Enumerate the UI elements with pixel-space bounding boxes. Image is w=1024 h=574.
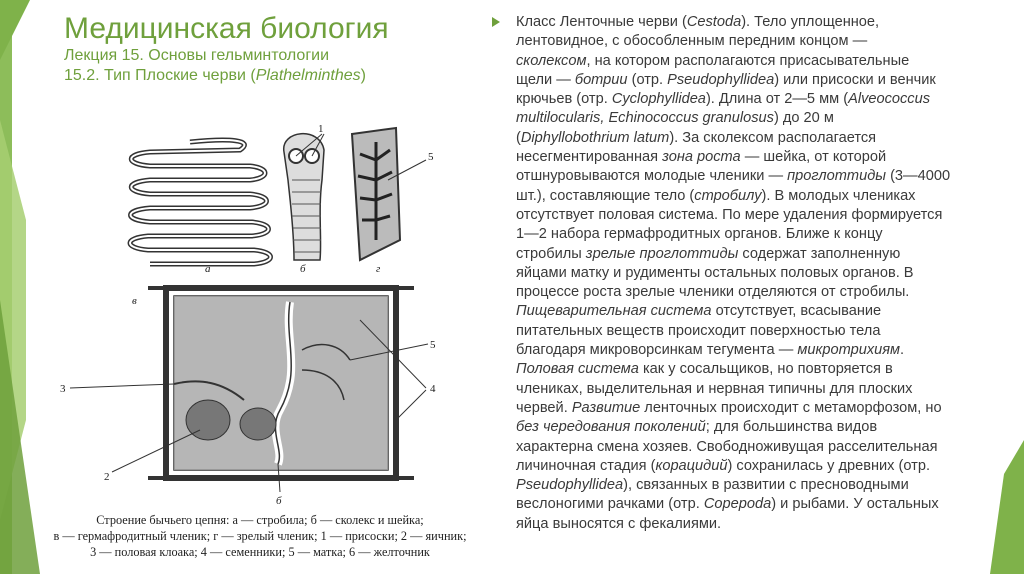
body-line bbox=[516, 322, 1016, 341]
body-text-segment: Diphyllobothrium latum bbox=[520, 129, 670, 146]
body-text-segment: ). За сколексом располагается bbox=[669, 129, 877, 146]
body-line bbox=[516, 264, 1016, 283]
body-text-segment: микротрихиям bbox=[797, 342, 901, 359]
course-title: Медицинская биология bbox=[64, 12, 389, 45]
body-text-segment: несегментированная bbox=[516, 149, 663, 166]
label-4: 4 bbox=[430, 383, 436, 395]
slide-title bbox=[64, 12, 484, 86]
label-5b: 5 bbox=[430, 339, 436, 351]
figure-caption bbox=[20, 512, 500, 560]
body-text-segment: ; для большинства видов bbox=[705, 419, 878, 436]
label-3: 3 bbox=[60, 383, 66, 395]
tapeworm-figure bbox=[40, 120, 510, 574]
body-text-segment: крючьев (отр. bbox=[516, 91, 612, 108]
body-line bbox=[516, 167, 1016, 186]
body-text-segment: зрелые проглоттиды bbox=[585, 245, 739, 262]
body-text-segment: отшнуровываются молодые членики — bbox=[516, 168, 788, 185]
lecture-title: Лекция 15. Основы гельминтологии bbox=[64, 47, 330, 64]
label-6: б bbox=[276, 495, 282, 507]
bullet-icon bbox=[492, 17, 500, 27]
body-text-segment: отсутствует половая система. По мере удаления формируется bbox=[516, 206, 943, 223]
strobila-drawing bbox=[130, 140, 271, 264]
body-text-segment: содержат заполненную bbox=[738, 245, 901, 262]
body-text-segment: веслоногими рачками (отр. bbox=[516, 496, 704, 513]
body-text-segment: Alveococcus bbox=[848, 91, 931, 108]
body-text-segment: щели — bbox=[516, 71, 575, 88]
body-text-segment: как у сосальщиков, но повторяется в bbox=[638, 361, 893, 378]
body-line bbox=[516, 457, 1016, 476]
body-text-segment: шт.), составляющие тело ( bbox=[516, 187, 695, 204]
body-text-segment: сколексом bbox=[516, 52, 587, 69]
body-text-segment: питательных веществ происходит поверхностью тела bbox=[516, 322, 881, 339]
body-text-segment: ) или присоски и венчик bbox=[774, 71, 936, 88]
body-line bbox=[516, 399, 1016, 418]
body-line bbox=[516, 360, 1016, 379]
body-text-segment: , на котором располагаются присасывательные bbox=[586, 52, 910, 69]
body-text-segment: корацидий bbox=[655, 457, 728, 474]
body-text-segment: Половая система bbox=[516, 361, 639, 378]
body-text-segment: Развитие bbox=[571, 399, 641, 416]
body-text-segment: характерна смена хозяев. Свободноживущая расселительная bbox=[516, 438, 938, 455]
body-text-segment: личиночная стадия ( bbox=[516, 457, 656, 474]
body-text-segment: ). Длина от 2—5 мм ( bbox=[705, 91, 849, 108]
body-line bbox=[516, 225, 1016, 244]
body-line bbox=[516, 495, 1016, 514]
caption-line: в — гермафродитный членик; г — зрелый членик; 1 — присоски; 2 — яичник; bbox=[53, 529, 467, 543]
body-text-segment: ( bbox=[516, 129, 521, 146]
body-text-segment: Cestoda bbox=[686, 14, 742, 30]
body-text-segment: ботрии bbox=[574, 71, 628, 88]
caption-line: 3 — половая клоака; 4 — семенники; 5 — матка; 6 — желточник bbox=[90, 545, 430, 559]
body-line bbox=[516, 476, 1016, 495]
label-a: а bbox=[205, 263, 211, 275]
label-2: 2 bbox=[104, 471, 110, 483]
mature-proglottid-drawing bbox=[352, 128, 426, 260]
body-text-segment: multilocularis, Echinococcus granulosus bbox=[516, 110, 774, 127]
body-line bbox=[516, 52, 1016, 71]
body-text-segment: ). В молодых члениках bbox=[761, 187, 916, 204]
body-text-segment: Copepoda bbox=[703, 496, 772, 513]
body-line bbox=[516, 283, 1016, 302]
body-text-segment: яйца выносятся с фекалиями. bbox=[516, 515, 722, 532]
body-text-segment: ), связанных в развитии с пресноводными bbox=[623, 477, 909, 494]
body-text-segment: ). Тело уплощенное, bbox=[741, 14, 880, 30]
label-v: в bbox=[132, 295, 137, 307]
body-text-segment: без чередования поколений bbox=[516, 419, 706, 436]
body-line bbox=[516, 13, 1016, 32]
body-text-segment: (отр. bbox=[627, 71, 668, 88]
body-line bbox=[516, 109, 1016, 128]
body-line bbox=[516, 380, 1016, 399]
body-text-segment: Cyclophyllidea bbox=[611, 91, 706, 108]
label-1: 1 bbox=[318, 123, 324, 135]
body-line bbox=[516, 418, 1016, 437]
body-line bbox=[516, 245, 1016, 264]
body-line bbox=[516, 515, 1016, 534]
body-line bbox=[516, 206, 1016, 225]
body-text-segment: — шейка, от которой bbox=[740, 149, 887, 166]
body-text-segment: (3—4000 bbox=[886, 168, 951, 185]
body-text-segment: ) до 20 м bbox=[773, 110, 834, 127]
body-text-segment: . bbox=[900, 342, 905, 359]
body-text-segment: стробилу bbox=[694, 187, 762, 204]
body-text-segment: проглоттиды bbox=[787, 168, 887, 185]
body-text-segment: члениках, выделительная и нервная типичны для плоских bbox=[516, 380, 913, 397]
body-text-segment: яйцами матку и рудименты остальных половых органов. В bbox=[516, 264, 914, 281]
body-line bbox=[516, 302, 1016, 321]
body-text-segment: ) и рыбами. У остальных bbox=[771, 496, 939, 513]
body-text-segment: зона роста bbox=[662, 149, 741, 166]
body-text-segment: Пищеварительная система bbox=[516, 303, 712, 320]
body-line bbox=[516, 341, 1016, 360]
section-title: 15.2. Тип Плоские черви (Plathelminthes) bbox=[64, 67, 366, 84]
body-line bbox=[516, 71, 1016, 90]
caption-line: Строение бычьего цепня: а — стробила; б — сколекс и шейка; bbox=[96, 513, 424, 527]
body-text-segment: ленточных происходит с метаморфозом, но bbox=[640, 399, 942, 416]
body-text-segment: червей. bbox=[516, 399, 572, 416]
body-line bbox=[516, 187, 1016, 206]
body-text-segment: Pseudophyllidea bbox=[516, 477, 624, 494]
body-text-segment: лентовидное, с обособленным передним концом — bbox=[516, 33, 868, 50]
body-text-segment: ) сохранилась у древних (отр. bbox=[727, 457, 931, 474]
body-text-segment: стробилы bbox=[516, 245, 586, 262]
label-b: б bbox=[300, 263, 306, 275]
body-line bbox=[516, 438, 1016, 457]
body-text-segment: отсутствует, всасывание bbox=[711, 303, 882, 320]
label-g: г bbox=[376, 263, 381, 275]
hermaphroditic-proglottid-drawing bbox=[70, 288, 428, 492]
scolex-drawing bbox=[284, 134, 324, 260]
body-text-segment: благодаря микроворсинкам тегумента — bbox=[516, 342, 798, 359]
body-line bbox=[516, 32, 1016, 51]
body-text-segment: Pseudophyllidea bbox=[667, 71, 775, 88]
body-text-segment: 1—2 набора гермафродитных органов. Ближе к концу bbox=[516, 226, 883, 243]
body-paragraph bbox=[516, 13, 1016, 534]
body-text-segment: Класс Ленточные черви ( bbox=[516, 14, 687, 30]
label-5a: 5 bbox=[428, 151, 434, 163]
body-line bbox=[516, 148, 1016, 167]
body-line bbox=[516, 90, 1016, 109]
body-text-segment: процессе роста зрелые членики отделяются от стробилы. bbox=[516, 284, 910, 301]
body-line bbox=[516, 129, 1016, 148]
